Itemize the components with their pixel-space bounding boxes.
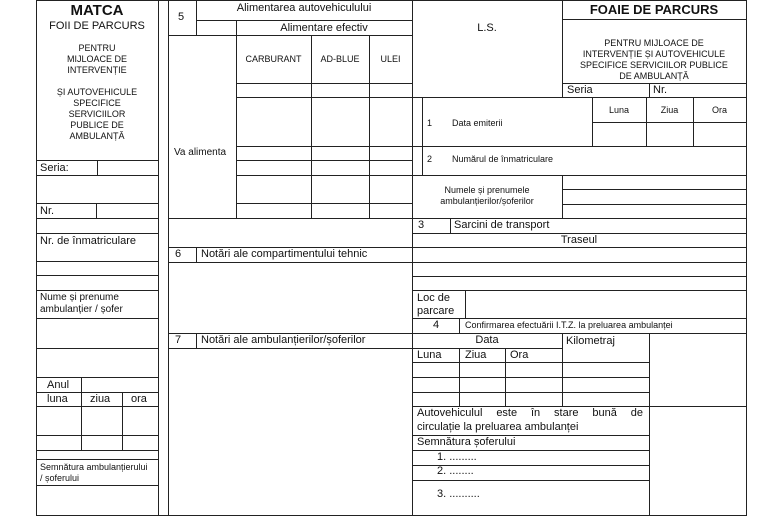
foaie-title: FOAIE DE PARCURS xyxy=(589,2,719,17)
luna-column: Luna xyxy=(417,349,442,361)
foaie-for-line: PENTRU MIJLOACE DE xyxy=(604,38,704,48)
traseul-label: Traseul xyxy=(560,234,598,246)
section-6-number: 6 xyxy=(175,248,182,260)
sarcini-transport-label: Sarcini de transport xyxy=(454,219,550,231)
confirmarea-itz-label: Confirmarea efectuării I.T.Z. la preluarea ambulanței xyxy=(465,320,673,330)
numar-inmatriculare-label: Numărul de înmatriculare xyxy=(452,154,554,164)
row-4-number: 4 xyxy=(433,319,440,331)
nume-sofer-label: ambulanțierilor/șoferilor xyxy=(440,196,534,206)
section-7-title: Notări ale ambulanțierilor/șoferilor xyxy=(201,334,366,346)
row-2-number: 2 xyxy=(427,154,433,164)
foaie-for-line: SPECIFICE SERVICIILOR PUBLICE xyxy=(580,60,728,70)
matca-luna-label: luna xyxy=(47,393,68,405)
matca-nume-label: Nume și prenume xyxy=(40,292,119,303)
matca-seria-label: Seria: xyxy=(40,162,69,174)
matca-nume-label: ambulanțier / șofer xyxy=(40,304,123,315)
matca-nr-label: Nr. xyxy=(40,205,55,217)
alimentare-title: Alimentarea autovehiculului xyxy=(236,2,372,14)
matca-semnatura-label: Semnătura ambulanțierului xyxy=(40,462,148,472)
matca-for-line: ȘI AUTOVEHICULE xyxy=(56,87,138,97)
matca-ora-label: ora xyxy=(131,393,147,405)
signature-line-3: 3. .......... xyxy=(437,488,480,500)
data-emiterii-label: Data emiterii xyxy=(452,118,503,128)
column-carburant: CARBURANT xyxy=(245,54,302,64)
matca-for-line: PENTRU xyxy=(78,43,116,53)
section-5-number: 5 xyxy=(178,11,185,23)
foaie-seria-label: Seria xyxy=(567,84,593,96)
matca-for-line: INTERVENȚIE xyxy=(67,65,127,75)
matca-for-line: MIJLOACE DE xyxy=(66,54,127,64)
signature-line-1: 1. ......... xyxy=(437,451,477,463)
matca-for-line: PUBLICE DE xyxy=(70,120,124,130)
loc-parcare-label: parcare xyxy=(417,305,455,317)
stare-buna-text: Autovehiculul este în stare bună de xyxy=(417,407,643,419)
ora-column: Ora xyxy=(510,349,529,361)
matca-subtitle: FOII DE PARCURS xyxy=(49,20,145,32)
matca-anul-label: Anul xyxy=(47,379,70,391)
matca-for-line: SPECIFICE xyxy=(73,98,121,108)
va-alimenta-label: Va alimenta xyxy=(174,147,227,158)
foaie-for-line: DE AMBULANȚĂ xyxy=(619,71,689,81)
matca-for-line: AMBULANȚĂ xyxy=(69,131,125,141)
ls-stamp-label: L.S. xyxy=(477,22,497,34)
matca-title: MATCA xyxy=(70,2,124,19)
matca-nr-inmatriculare-label: Nr. de înmatriculare xyxy=(40,235,136,247)
column-ulei: ULEI xyxy=(380,54,401,64)
foaie-for-line: INTERVENȚIE ȘI AUTOVEHICULE xyxy=(582,49,726,59)
row-1-number: 1 xyxy=(427,118,433,128)
semnatura-soferului-label: Semnătura șoferului xyxy=(417,436,516,448)
ziua-label: Ziua xyxy=(660,105,679,115)
data-label: Data xyxy=(475,334,499,346)
section-7-number: 7 xyxy=(175,334,182,346)
nume-sofer-label: Numele și prenumele xyxy=(444,185,530,195)
stare-buna-text: circulație la preluarea ambulanței xyxy=(417,421,579,433)
matca-for-line: SERVICIILOR xyxy=(68,109,126,119)
column-ad-blue: AD-BLUE xyxy=(320,54,360,64)
matca-ziua-label: ziua xyxy=(90,393,111,405)
kilometraj-label: Kilometraj xyxy=(566,335,615,347)
row-3-number: 3 xyxy=(418,219,425,231)
loc-parcare-label: Loc de xyxy=(417,292,451,304)
matca-semnatura-label: / șoferului xyxy=(40,473,80,483)
luna-label: Luna xyxy=(608,105,630,115)
foaie-nr-label: Nr. xyxy=(653,84,668,96)
ziua-column: Ziua xyxy=(465,349,487,361)
section-6-title: Notări ale compartimentului tehnic xyxy=(201,248,368,260)
ora-label: Ora xyxy=(711,105,727,115)
signature-line-2: 2. ........ xyxy=(437,465,474,477)
alimentare-efectiv-label: Alimentare efectiv xyxy=(280,22,368,34)
